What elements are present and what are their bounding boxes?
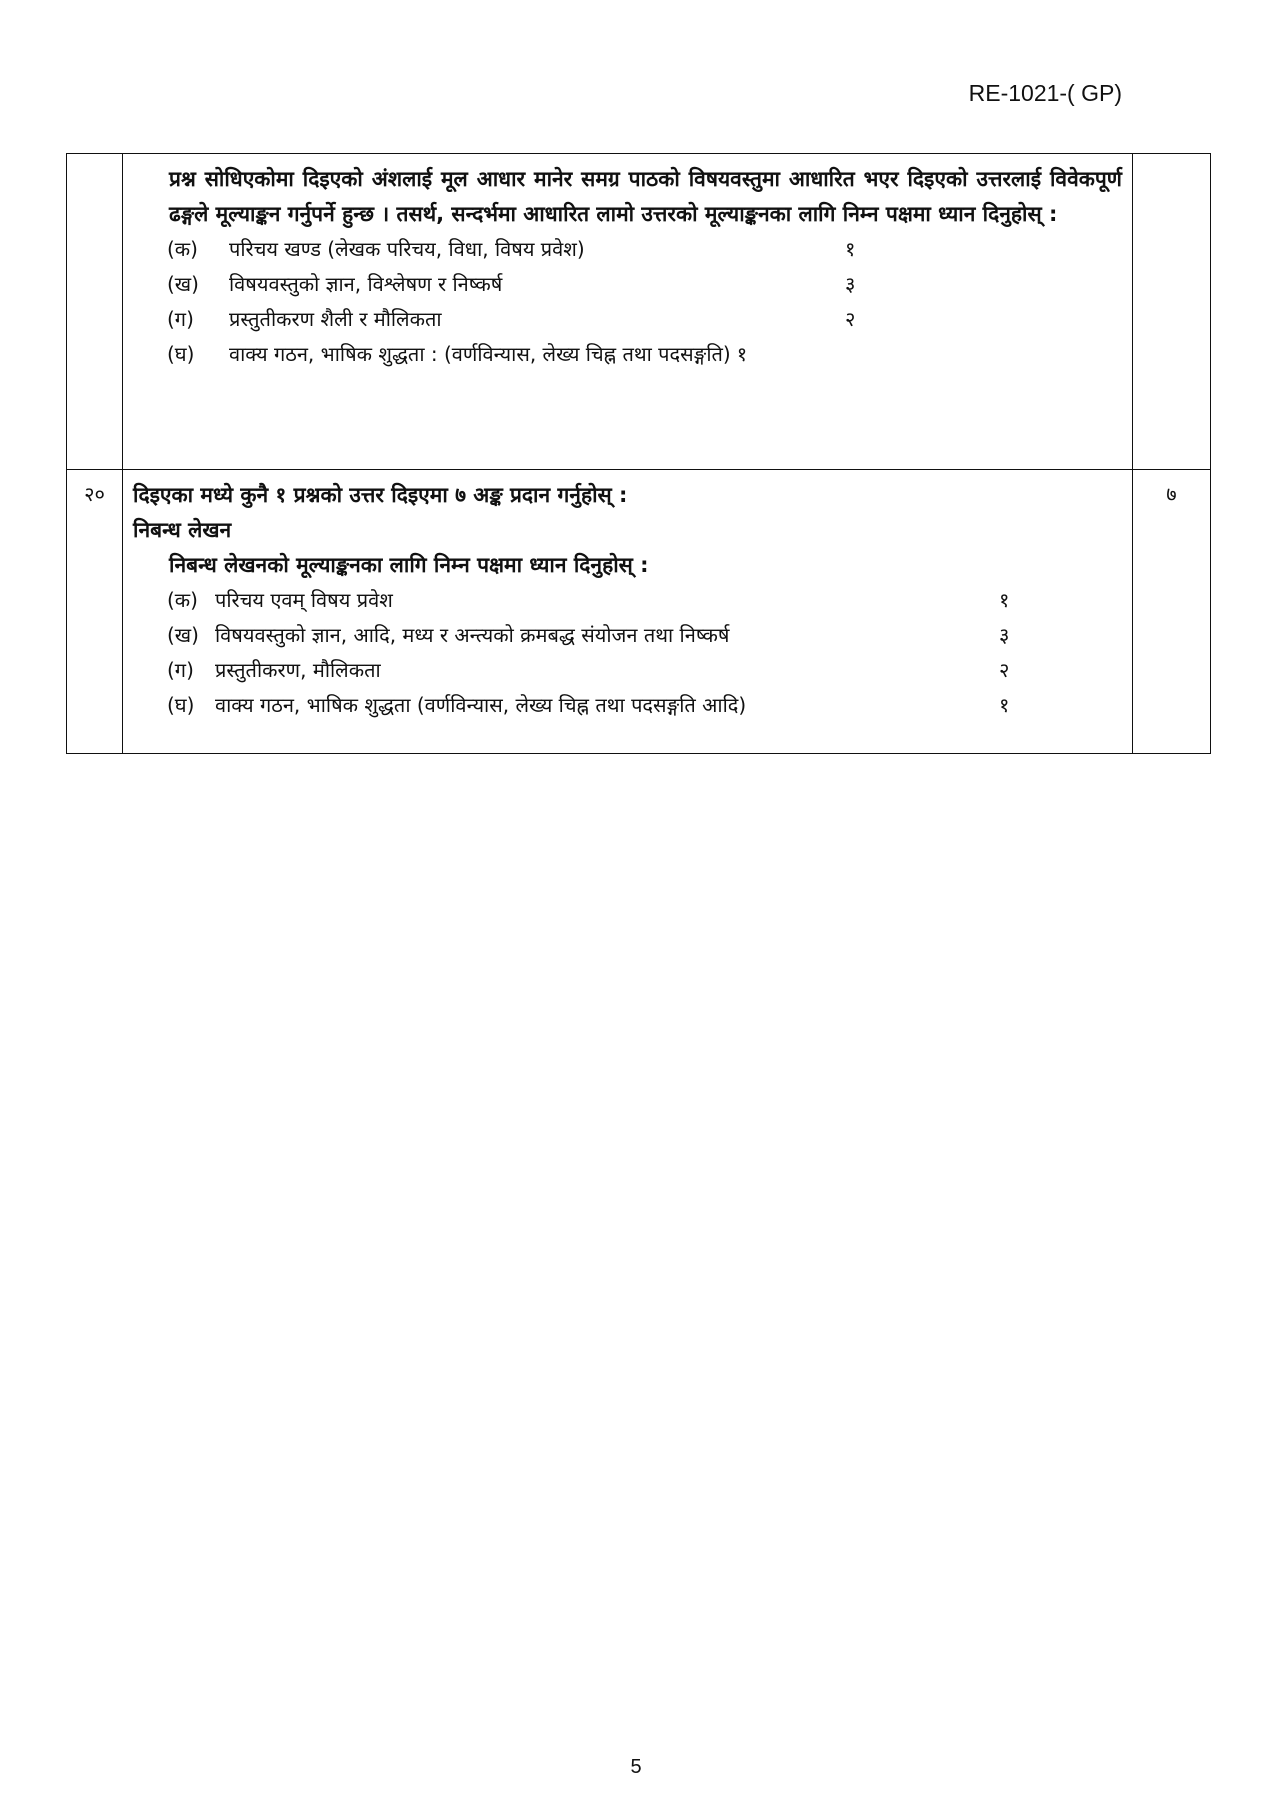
criteria-list bbox=[133, 232, 1122, 372]
document-code: RE-1021-( GP) bbox=[968, 80, 1122, 106]
criterion-mark: २ bbox=[999, 658, 1010, 682]
section-heading: निबन्ध लेखन bbox=[133, 518, 232, 542]
list-item bbox=[133, 337, 1122, 372]
table-row bbox=[67, 470, 1211, 754]
criterion-text: वाक्य गठन, भाषिक शुद्धता : (वर्णविन्यास, लेख्य चिह्न तथा पदसङ्गति) bbox=[229, 342, 731, 366]
criterion-text: परिचय खण्ड (लेखक परिचय, विधा, विषय प्रवेश) bbox=[229, 237, 585, 261]
page-number: 5 bbox=[630, 1756, 642, 1778]
list-item bbox=[133, 267, 1122, 302]
guidance-paragraph: प्रश्न सोधिएकोमा दिइएको अंशलाई मूल आधार मानेर समग्र पाठको विषयवस्तुमा आधारित भएर दिइएको उत्तरलाई विवेकपूर्ण ढङ्गले मूल्याङ्कन गर्नुपर्ने हुन्छ । तसर्थ, सन्दर्भमा आधारित लामो उत्तरको मूल्याङ्कनका लागि निम्न पक्षमा ध्यान दिनुहोस् : bbox=[169, 167, 1122, 226]
answer-guidance-cell bbox=[123, 154, 1133, 470]
section-subheading: निबन्ध लेखनको मूल्याङ्कनका लागि निम्न पक्षमा ध्यान दिनुहोस् : bbox=[169, 553, 649, 577]
list-item bbox=[133, 653, 1122, 688]
criterion-text: विषयवस्तुको ज्ञान, विश्लेषण र निष्कर्ष bbox=[229, 272, 503, 296]
criterion-mark: ३ bbox=[999, 623, 1010, 647]
criteria-list bbox=[133, 583, 1122, 723]
criterion-label: (ख) bbox=[167, 623, 199, 647]
criterion-mark: १ bbox=[845, 237, 856, 261]
criterion-mark: ३ bbox=[845, 272, 856, 296]
criterion-text: वाक्य गठन, भाषिक शुद्धता (वर्णविन्यास, लेख्य चिह्न तथा पदसङ्गति आदि) bbox=[215, 693, 747, 717]
criterion-label: (ख) bbox=[167, 272, 199, 296]
list-item bbox=[133, 618, 1122, 653]
list-item bbox=[133, 688, 1122, 723]
criterion-mark: १ bbox=[999, 693, 1010, 717]
criterion-label: (घ) bbox=[167, 342, 195, 366]
criterion-label: (ग) bbox=[167, 658, 194, 682]
criterion-text: प्रस्तुतीकरण शैली र मौलिकता bbox=[229, 307, 442, 331]
list-item bbox=[133, 232, 1122, 267]
criterion-text: विषयवस्तुको ज्ञान, आदि, मध्य र अन्त्यको क्रमबद्ध संयोजन तथा निष्कर्ष bbox=[215, 623, 730, 647]
criterion-mark: २ bbox=[845, 307, 856, 331]
list-item bbox=[133, 583, 1122, 618]
criterion-text: प्रस्तुतीकरण, मौलिकता bbox=[215, 658, 381, 682]
criterion-text: परिचय एवम् विषय प्रवेश bbox=[215, 588, 393, 612]
question-number-cell: २० bbox=[67, 470, 123, 754]
question-number-cell bbox=[67, 154, 123, 470]
criterion-mark: १ bbox=[736, 342, 748, 366]
criterion-mark: १ bbox=[999, 588, 1010, 612]
marks-cell: ७ bbox=[1133, 470, 1211, 754]
criterion-label: (क) bbox=[167, 237, 198, 261]
criterion-label: (क) bbox=[167, 588, 198, 612]
question-instruction: दिइएका मध्ये कुनै १ प्रश्नको उत्तर दिइएमा ७ अङ्क प्रदान गर्नुहोस् : bbox=[133, 483, 628, 507]
criterion-label: (घ) bbox=[167, 693, 195, 717]
marks-cell bbox=[1133, 154, 1211, 470]
answer-guidance-cell bbox=[123, 470, 1133, 754]
criterion-label: (ग) bbox=[167, 307, 194, 331]
list-item bbox=[133, 302, 1122, 337]
marking-scheme-table bbox=[66, 153, 1211, 754]
table-row bbox=[67, 154, 1211, 470]
